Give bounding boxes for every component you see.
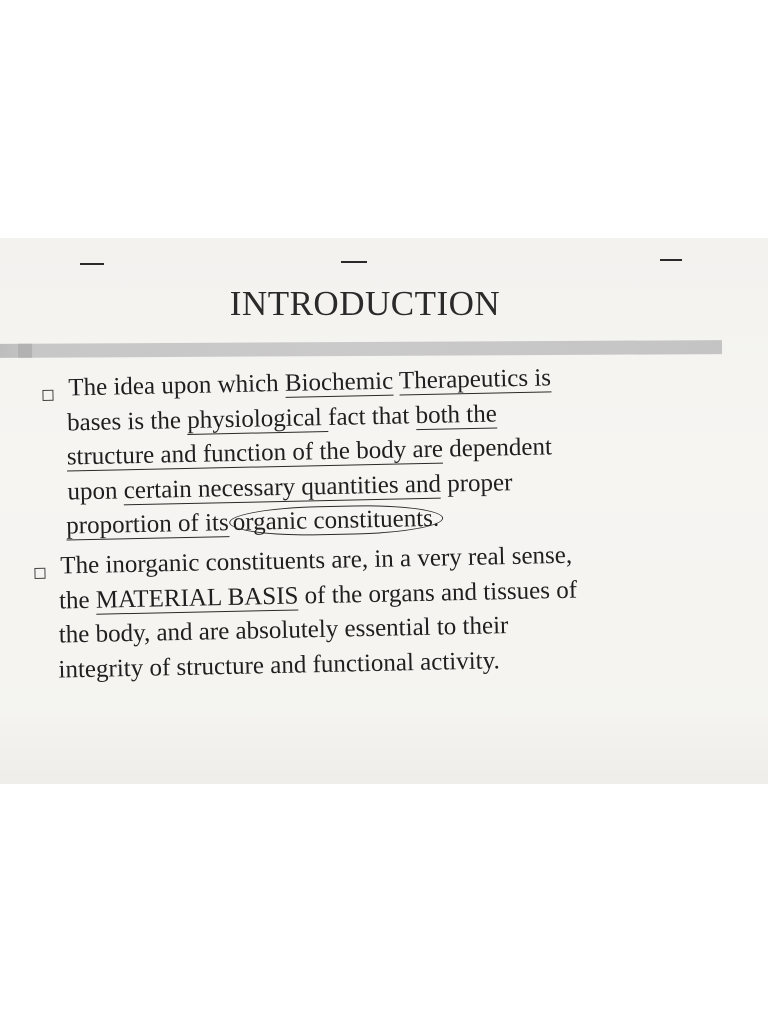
text-run: proper: [440, 468, 513, 498]
top-mark-left: [80, 263, 104, 265]
underlined-text: both the: [415, 399, 498, 429]
underlined-text: physiological: [186, 403, 329, 434]
checkbox-square-icon: [42, 390, 53, 401]
photographed-slide: [0, 238, 768, 784]
text-run: upon: [67, 476, 125, 505]
text-run: integrity of structure and functional activity.: [58, 646, 500, 684]
text-run: The inorganic constituents are, in a very real sense,: [60, 541, 573, 580]
slide-title: INTRODUCTION: [229, 284, 501, 323]
underlined-text: Biochemic: [284, 367, 394, 397]
underlined-text: structure and function of the body are: [66, 435, 444, 471]
checkbox-square-icon: [34, 568, 45, 579]
text-run: the body, and are absolutely essential to their: [58, 612, 509, 649]
text-run: dependent: [442, 433, 553, 463]
text-run: the: [58, 586, 97, 614]
text-run: The idea upon which: [68, 369, 286, 402]
text-run: fact that: [327, 401, 416, 431]
underlined-text: MATERIAL BASIS: [95, 581, 299, 614]
underlined-text: certain necessary quantities and: [123, 470, 442, 504]
text-run: bases is the: [66, 406, 188, 436]
underlined-text: Therapeutics is: [398, 364, 552, 395]
underlined-text: proportion of its: [65, 509, 229, 540]
text-run: of the organs and tissues of: [298, 576, 578, 609]
top-mark-right: [660, 259, 682, 261]
top-mark-center: [341, 261, 367, 263]
title-underline-bar: [0, 340, 722, 358]
circled-text: organic constituents.: [228, 504, 443, 537]
